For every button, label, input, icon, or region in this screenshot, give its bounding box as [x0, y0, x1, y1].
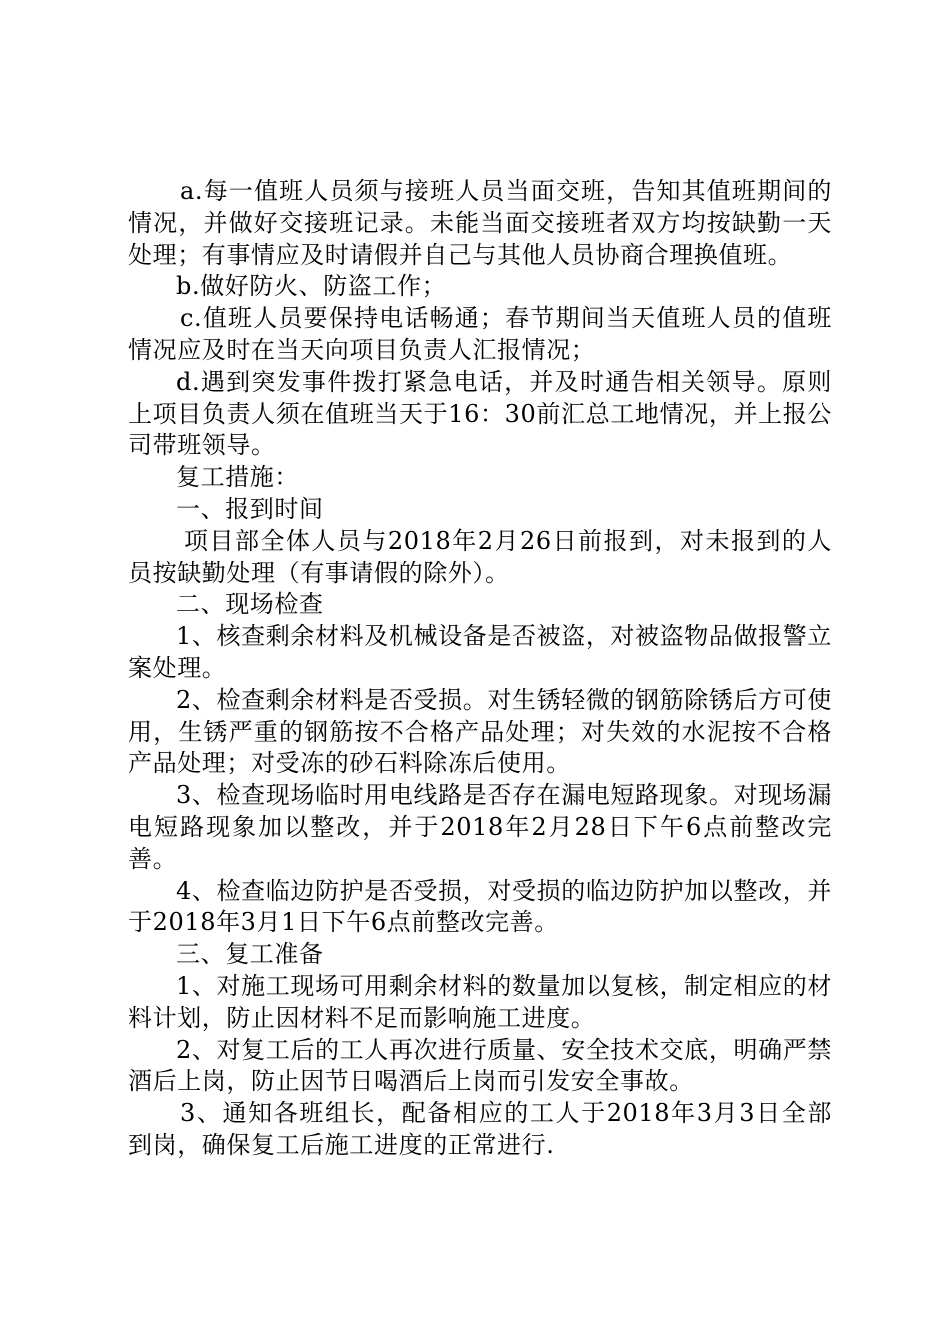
paragraph-prep-2: 2、对复工后的工人再次进行质量、安全技术交底，明确严禁酒后上岗，防止因节日喝酒后上岗而引发安全事故。	[128, 1035, 832, 1096]
paragraph-report-time: 项目部全体人员与2018年2月26日前报到，对未报到的人员按缺勤处理（有事请假的除外）。	[128, 526, 832, 587]
paragraph-handover: a.每一值班人员须与接班人员当面交班，告知其值班期间的情况，并做好交接班记录。未能当面交接班者双方均按缺勤一天处理；有事情应及时请假并自己与其他人员协商合理换值班。	[128, 177, 832, 269]
section-heading-site-check: 二、现场检查	[176, 590, 324, 619]
paragraph-phone: c.值班人员要保持电话畅通；春节期间当天值班人员的值班情况应及时在当天向项目负责人汇报情况；	[128, 304, 832, 364]
paragraph-fire-theft: b.做好防火、防盗工作；	[176, 272, 447, 301]
paragraph-emergency: d.遇到突发事件拨打紧急电话，并及时通告相关领导。原则上项目负责人须在值班当天于16：30前汇总工地情况，并上报公司带班领导。	[128, 367, 832, 460]
document-body	[128, 176, 832, 1162]
paragraph-check-4: 4、检查临边防护是否受损，对受损的临边防护加以整改，并于2018年3月1日下午6点前整改完善。	[128, 876, 832, 937]
section-heading-report-time: 一、报到时间	[176, 494, 324, 523]
paragraph-check-3: 3、检查现场临时用电线路是否存在漏电短路现象。对现场漏电短路现象加以整改，并于2018年2月28日下午6点前整改完善。	[128, 781, 832, 873]
paragraph-prep-3: 3、通知各班组长，配备相应的工人于2018年3月3日全部到岗，确保复工后施工进度的正常进行.	[128, 1099, 832, 1159]
paragraph-check-2: 2、检查剩余材料是否受损。对生锈轻微的钢筋除锈后方可使用，生锈严重的钢筋按不合格产品处理；对失效的水泥按不合格产品处理；对受冻的砂石料除冻后使用。	[128, 685, 832, 778]
section-heading-resumption: 复工措施：	[176, 463, 299, 492]
section-heading-preparation: 三、复工准备	[176, 940, 324, 969]
paragraph-prep-1: 1、对施工现场可用剩余材料的数量加以复核，制定相应的材料计划，防止因材料不足而影响施工进度。	[128, 971, 832, 1032]
paragraph-check-1: 1、核查剩余材料及机械设备是否被盗，对被盗物品做报警立案处理。	[128, 622, 832, 682]
